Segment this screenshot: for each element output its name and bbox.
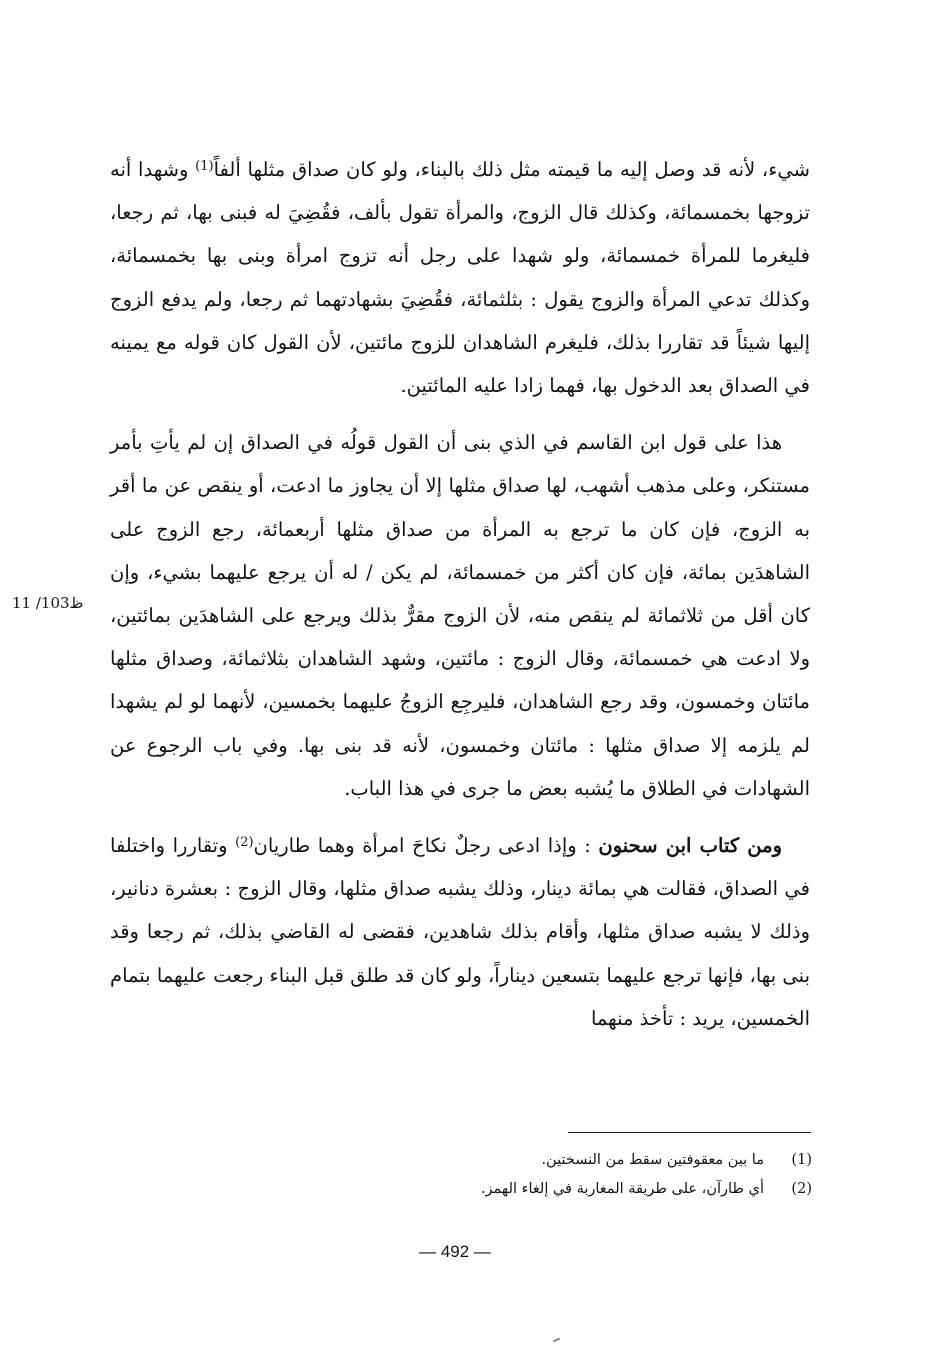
book-title-ibn-sahnun: ومن كتاب ابن سحنون [598,834,782,858]
footnote-2 [300,1175,812,1204]
footnote-ref-1: (1) [195,159,214,174]
page-number: — 492 — [419,1242,491,1261]
paragraph-1 [110,148,810,407]
paragraph-1-text-b: وشهدا أنه تزوجها بخمسمائة، وكذلك قال الزوج، والمرأة تقول بألف، فقُضِيَ له فبنى بها، ثم رجعا، فليغرما للمرأة خمسمائة، ولو شهدا على رجل أنه تزوج امرأة وبنى بها بخمسمائة، وكذلك تدعي المرأة والزوج يقول : بثلثمائة، فقُضِيَ بشهادتهما ثم رجعا، ولم يدفع الزوج إليها شيئاً قد تقاررا بذلك، فليغرم الشاهدان للزوج مائتين، لأن القول كان قوله مع يمينه في الصداق بعد الدخول بها، فهما زادا عليه المائتين. [110,158,810,398]
scan-artifact [553,1338,560,1342]
paragraph-2: هذا على قول ابن القاسم في الذي بنى أن القول قولُه في الصداق إن لم يأتِ بأمر مستنكر، وعلى مذهب أشهب، لها صداق مثلها إلا أن يجاوز ما ادعت، أو ينقص عن ما أقر به الزوج، فإن كان ما ترجع به المرأة من صداق مثلها أربعمائة، رجع الزوج على الشاهدَين بمائة، فإن كان أكثر من خمسمائة، لم يكن / له أن يرجع عليهما بشيء، وإن كان أقل من ثلاثمائة لم ينقص منه، لأن الزوج مقرٌّ بذلك ويرجع على الشاهدَين بمائتين، ولا ادعت هي خمسمائة، وقال الزوج : مائتين، وشهد الشاهدان بثلاثمائة، وصداق مثلها مائتان وخمسون، وقد رجع الشاهدان، فليرجِع الزوجُ عليهما بخمسين، لأنهما لو لم يشهدا لم يلزمه إلا صداق مثلها : مائتان وخمسون، لأنه قد بنى بها. وفي باب الرجوع عن الشهادات في الطلاق ما يُشبه بعض ما جرى في هذا الباب. [110,431,810,800]
footnote-ref-2: (2) [235,835,254,851]
footnote-number: (1) [791,1152,812,1168]
footnote-divider [568,1132,811,1133]
paragraph-3-text-a: : وإذا ادعى رجلٌ نكاحَ امرأة وهما طاريان [253,834,599,858]
main-text [110,148,810,1040]
paragraph-1-text-a: شيء، لأنه قد وصل إليه ما قيمته مثل ذلك بالبناء، ولو كان صداق مثلها ألفاً [213,158,810,181]
paragraph-3-text-b: وتقاررا واختلفا في الصداق، فقالت هي بمائة دينار، وذلك يشبه صداق مثلها، وقال الزوج : بعشرة دنانير، وذلك لا يشبه صداق مثلها، وأقام بذلك شاهدين، فقضى له القاضي بذلك، ثم رجعا وقد بنى بها، فإنها ترجع عليهما بتسعين ديناراً، ولو كان قد طلق قبل البناء رجعت عليهما بتمام الخمسين، يريد : تأخذ منهما [110,834,810,1030]
footnote-text: أي طارآن، على طريقة المغاربة في إلغاء الهمز. [480,1181,764,1197]
footnote-text: ما بين معقوفتين سقط من النسختين. [541,1152,764,1168]
footnote-number: (2) [791,1181,812,1197]
footnote-1 [300,1146,812,1175]
footnotes [300,1146,812,1204]
paragraph-3 [110,824,810,1040]
manuscript-folio-note: 11 /103ظ [12,594,84,612]
